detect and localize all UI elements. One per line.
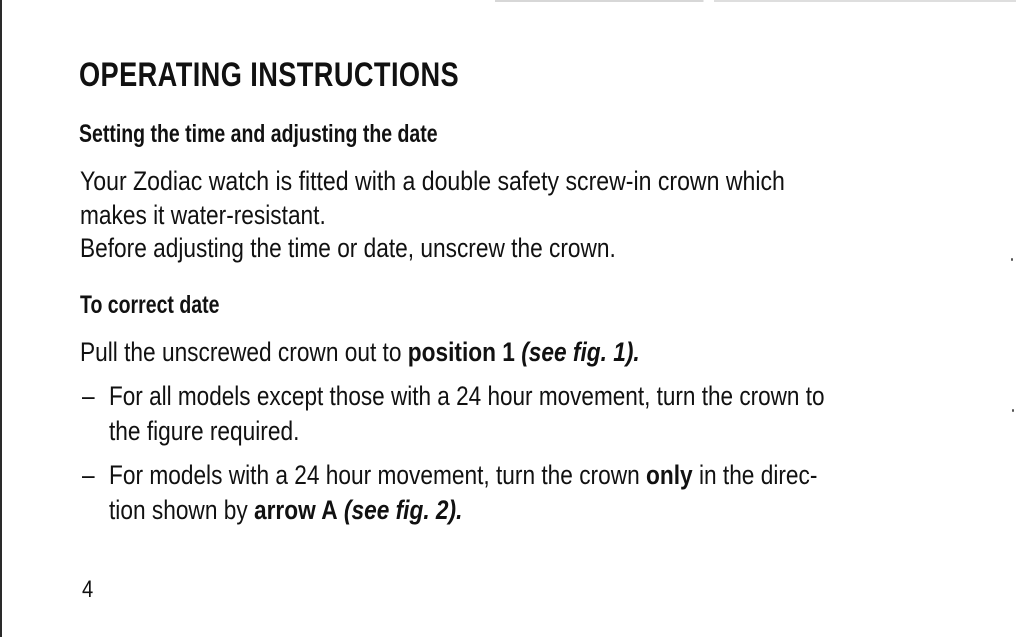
intro-line-2: makes it water-resistant. <box>80 200 326 230</box>
heading-correct-date: To correct date <box>80 291 220 319</box>
bullet-2-text-start: For models with a 24 hour movement, turn the crown <box>109 460 647 490</box>
top-edge-line <box>495 0 1016 2</box>
bullet-2-line-2-start: tion shown by <box>109 495 254 525</box>
pull-crown-instruction <box>80 339 640 366</box>
pull-crown-text: Pull the unscrewed crown out to <box>80 337 408 367</box>
bullet-1-line-1: For all models except those with a 24 hour movement, turn the crown to <box>109 381 825 411</box>
bullet-2-text-end: in the direc- <box>692 460 818 490</box>
bullet-dash: – <box>82 381 95 411</box>
scan-speck <box>1012 409 1014 412</box>
bullet-2-line-1 <box>109 462 817 489</box>
only-emphasis: only <box>646 460 693 490</box>
intro-line-1: Your Zodiac watch is fitted with a double safety screw-in crown which <box>80 166 785 196</box>
position-1-label: position 1 <box>407 337 515 367</box>
bullet-2-line-2 <box>109 497 462 524</box>
fig-1-reference: (see fig. 1). <box>521 337 640 367</box>
bullet-1-line-2: the figure required. <box>109 416 300 446</box>
scan-speck <box>1011 258 1013 261</box>
bullet-dash: – <box>82 460 95 490</box>
document-title: OPERATING INSTRUCTIONS <box>79 56 460 94</box>
intro-line-3: Before adjusting the time or date, unscrew the crown. <box>80 233 616 263</box>
page-edge-shadow <box>0 0 2 637</box>
fig-2-reference: (see fig. 2). <box>343 495 463 525</box>
arrow-a-label: arrow A <box>253 495 338 525</box>
page-number: 4 <box>82 576 94 603</box>
heading-setting-time: Setting the time and adjusting the date <box>79 120 438 148</box>
